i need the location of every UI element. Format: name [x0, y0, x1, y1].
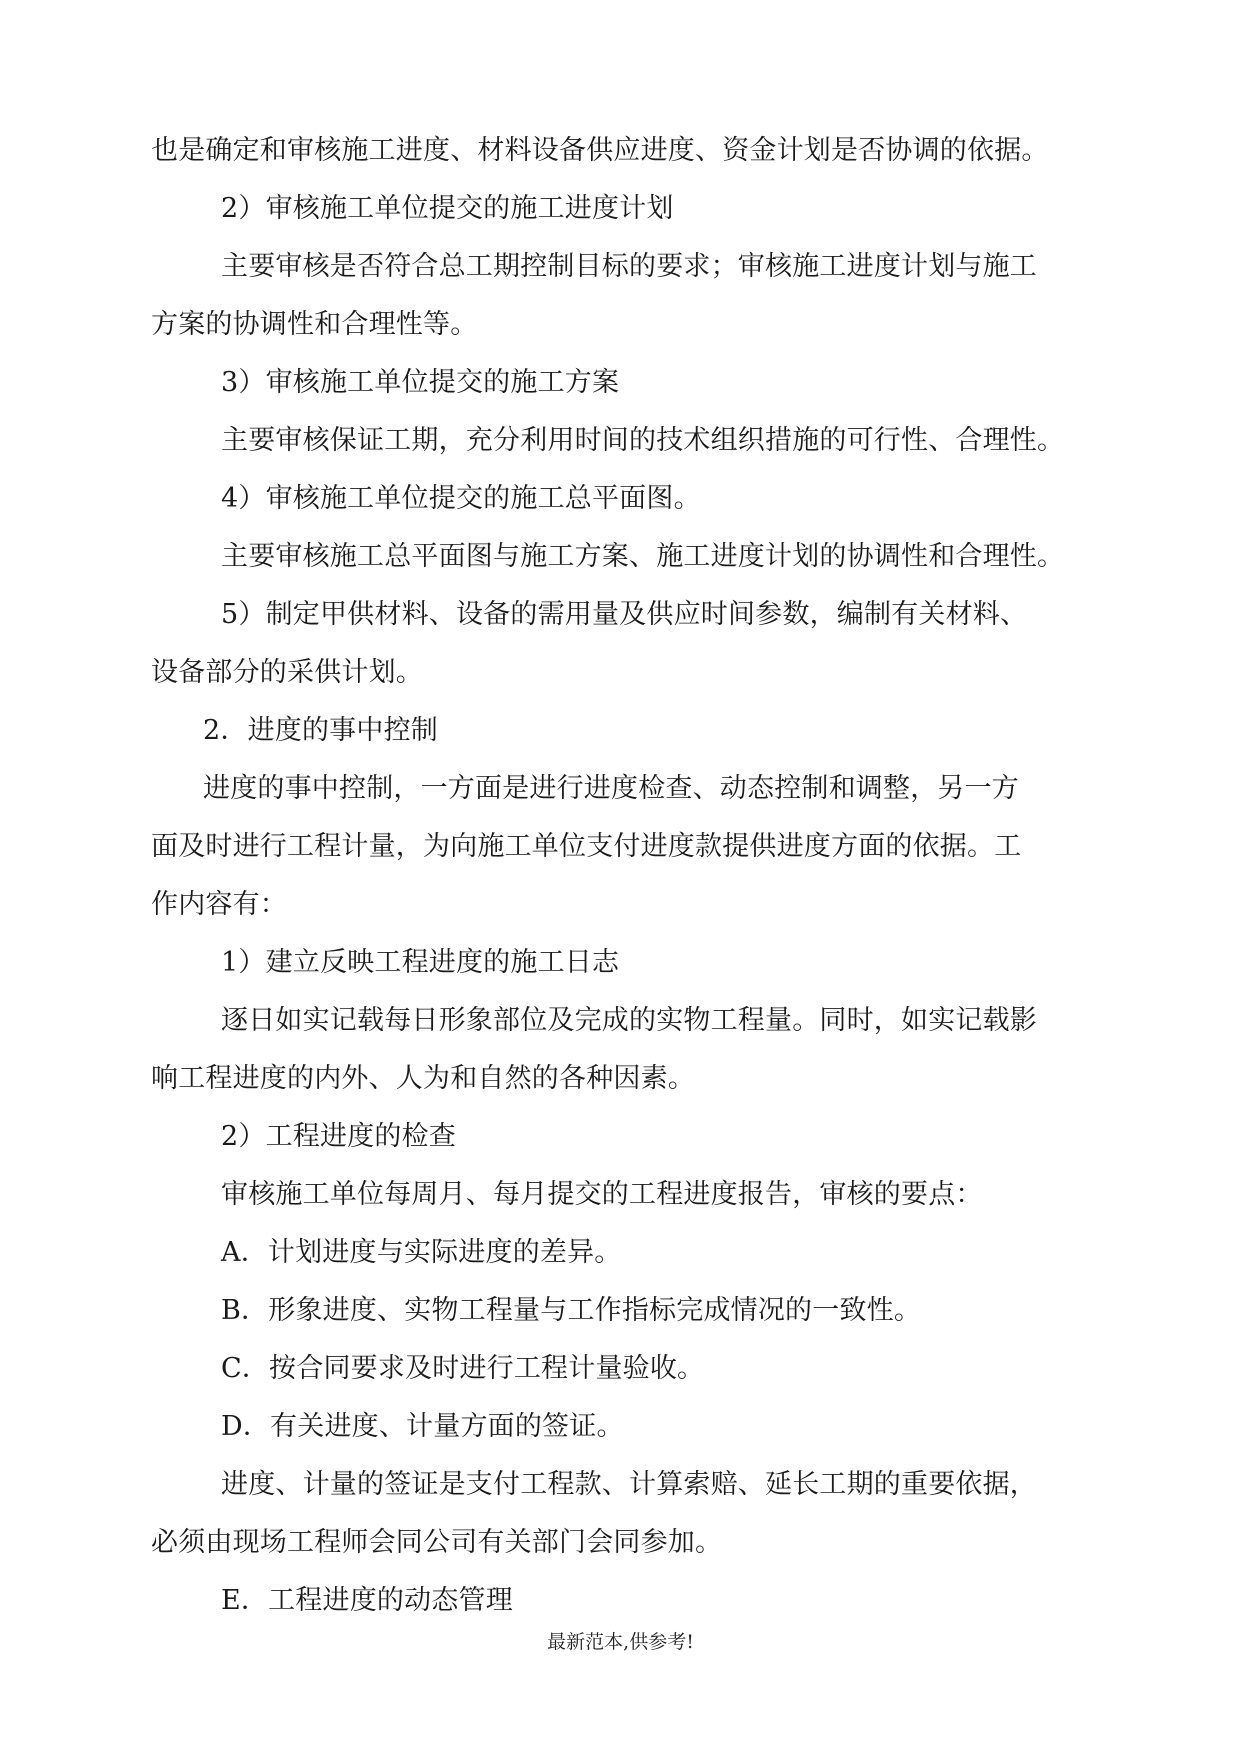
list-item: B．形象进度、实物工程量与工作指标完成情况的一致性。: [221, 1295, 922, 1326]
list-item-heading: 2）工程进度的检查: [221, 1121, 456, 1152]
list-item: D．有关进度、计量方面的签证。: [221, 1411, 624, 1442]
body-line: 逐日如实记载每日形象部位及完成的实物工程量。同时，如实记载影: [221, 1005, 1037, 1036]
body-line: 主要审核保证工期，充分利用时间的技术组织措施的可行性、合理性。: [221, 425, 1065, 456]
body-line: 作内容有：: [151, 889, 287, 920]
list-item-heading: 2）审核施工单位提交的施工进度计划: [221, 193, 674, 224]
document-body: [151, 122, 1101, 1630]
body-line: 也是确定和审核施工进度、材料设备供应进度、资金计划是否协调的依据。: [151, 135, 1049, 166]
list-item-heading: 4）审核施工单位提交的施工总平面图。: [221, 483, 701, 514]
body-line: 方案的协调性和合理性等。: [151, 309, 478, 340]
body-line: 进度、计量的签证是支付工程款、计算索赔、延长工期的重要依据，: [221, 1469, 1037, 1500]
list-item: C．按合同要求及时进行工程计量验收。: [221, 1353, 705, 1384]
list-item-heading: 3）审核施工单位提交的施工方案: [221, 367, 620, 398]
body-line: 进度的事中控制，一方面是进行进度检查、动态控制和调整，另一方: [203, 773, 1019, 804]
page-footer: 最新范本,供参考!: [547, 1631, 694, 1653]
list-item-heading: 5）制定甲供材料、设备的需用量及供应时间参数，编制有关材料、: [221, 599, 1028, 630]
body-line: 必须由现场工程师会同公司有关部门会同参加。: [151, 1527, 723, 1558]
list-item: E．工程进度的动态管理: [221, 1585, 513, 1616]
section-heading: 2．进度的事中控制: [203, 715, 438, 746]
body-line: 面及时进行工程计量，为向施工单位支付进度款提供进度方面的依据。工: [151, 831, 1022, 862]
body-line: 主要审核施工总平面图与施工方案、施工进度计划的协调性和合理性。: [221, 541, 1065, 572]
list-item: A．计划进度与实际进度的差异。: [221, 1237, 622, 1268]
list-item-heading: 1）建立反映工程进度的施工日志: [221, 947, 620, 978]
body-line: 设备部分的采供计划。: [151, 657, 423, 688]
body-line: 主要审核是否符合总工期控制目标的要求；审核施工进度计划与施工: [221, 251, 1037, 282]
body-line: 审核施工单位每周月、每月提交的工程进度报告，审核的要点：: [221, 1179, 983, 1210]
body-line: 响工程进度的内外、人为和自然的各种因素。: [151, 1063, 695, 1094]
